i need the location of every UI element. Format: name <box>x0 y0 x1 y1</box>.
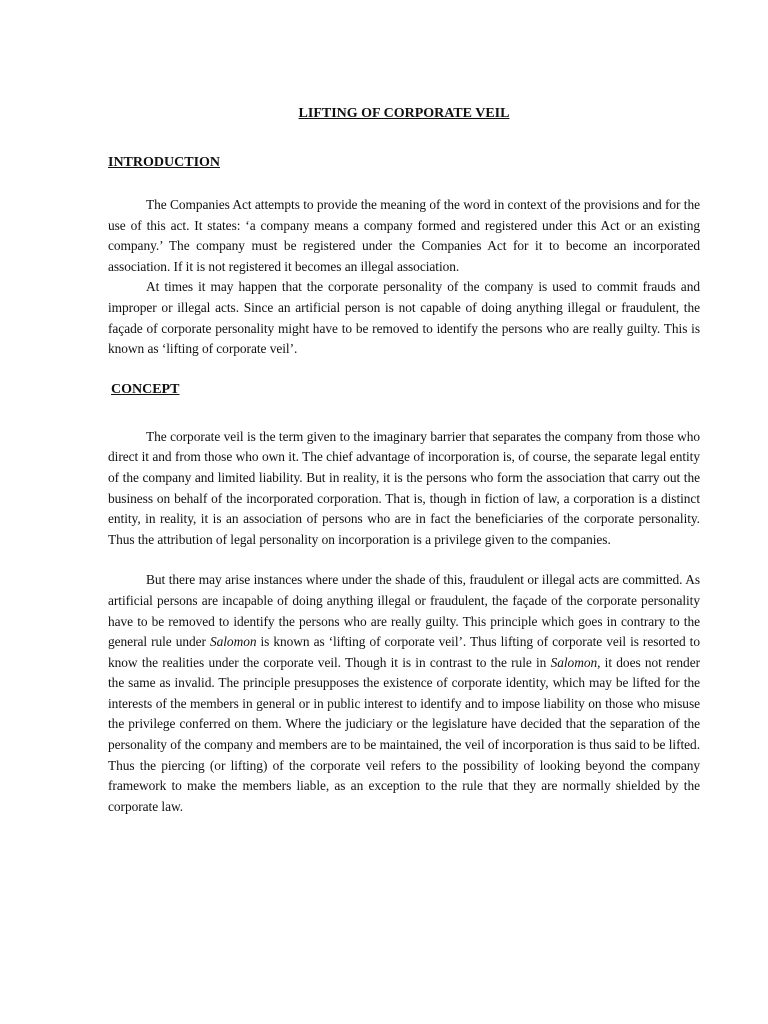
concept-paragraph-2-part-2: is known as ‘lifting of corporate veil’. Thus lifting of corporate veil is resorted to know the realities under the corporate veil. Though it is in contrast to the rule in <box>108 634 700 670</box>
concept-paragraph-2-part-3: , it does not render the same as invalid. The principle presupposes the existence of corporate identity, which may be lifted for the interests of the members in general or in public interest to identify and to impose liability on those who misuse the privilege conferred on them. Where the judiciary or the legislature have decided that the separation of the personality of the company and members are to be maintained, the veil of incorporation is thus said to be lifted. Thus the piercing (or lifting) of the corporate veil refers to the possibility of looking beyond the company framework to make the members liable, as an exception to the rule that they are normally shielded by the corporate law. <box>108 654 700 814</box>
concept-paragraph-2 <box>108 570 700 817</box>
concept-paragraph-2-part-1: But there may arise instances where under the shade of this, fraudulent or illegal acts are committed. As artificial persons are incapable of doing anything illegal or fraudulent, the façade of the corporate personality have to be removed to identify the persons who are really guilty. This principle which goes in contrary to the general rule under <box>108 572 700 650</box>
concept-paragraph-1: The corporate veil is the term given to the imaginary barrier that separates the company from those who direct it and from those who own it. The chief advantage of incorporation is, of course, the separate legal entity of the company and limited liability. But in reality, it is the persons who form the association that carry out the business on behalf of the incorporated corporation. That is, though in fiction of law, a corporation is a distinct entity, in reality, it is an association of persons who are in fact the beneficiaries of the corporate personality. Thus the attribution of legal personality on incorporation is a privilege given to the companies. <box>108 428 700 547</box>
document-title: LIFTING OF CORPORATE VEIL <box>298 106 510 121</box>
introduction-heading: INTRODUCTION <box>108 155 221 170</box>
salomon-case-reference-2: Salomon <box>550 654 598 670</box>
salomon-case-reference-1: Salomon <box>209 634 257 650</box>
document-page <box>108 104 700 817</box>
introduction-paragraph-2: At times it may happen that the corporate personality of the company is used to commit frauds and improper or illegal acts. Since an artificial person is not capable of doing anything illegal or fraudulent, the façade of corporate personality might have to be removed to identify the persons who are really guilty. This is known as ‘lifting of corporate veil’. <box>108 279 700 357</box>
concept-heading: CONCEPT <box>111 381 180 397</box>
introduction-paragraph-1: The Companies Act attempts to provide the meaning of the word in context of the provisions and for the use of this act. It states: ‘a company means a company formed and registered under this Act or an existing company.’ The company must be registered under the Companies Act for it to become an incorporated association. If it is not registered it becomes an illegal association. <box>108 197 700 274</box>
